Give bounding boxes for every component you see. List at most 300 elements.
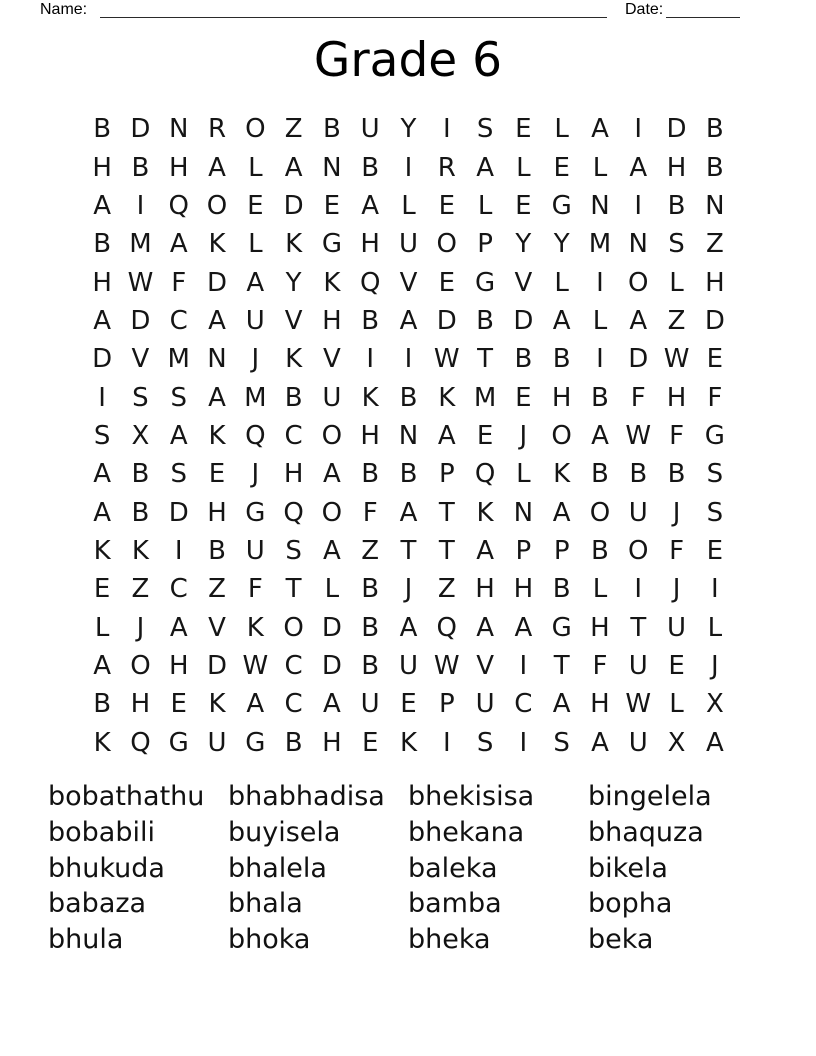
word-list-item: baleka — [408, 852, 498, 884]
grid-cell: B — [552, 344, 571, 375]
grid-cell: G — [551, 190, 572, 221]
grid-cell: O — [130, 651, 151, 682]
grid-cell: E — [476, 420, 494, 451]
grid-cell: I — [711, 574, 719, 605]
grid-cell: A — [246, 689, 265, 720]
grid-cell: M — [167, 344, 190, 375]
grid-cell: K — [476, 497, 494, 528]
grid-cell: U — [360, 689, 380, 720]
grid-cell: D — [207, 651, 228, 682]
grid-cell: H — [475, 574, 495, 605]
grid-cell: G — [245, 727, 266, 758]
grid-cell: U — [475, 689, 495, 720]
grid-cell: M — [129, 229, 152, 260]
grid-cell: L — [554, 114, 569, 145]
grid-cell: B — [208, 536, 226, 567]
word-list-item: bhekisisa — [408, 781, 535, 812]
grid-cell: K — [553, 459, 571, 490]
word-list-item: bhekana — [408, 816, 525, 848]
grid-cell: U — [322, 382, 342, 413]
grid-cell: R — [437, 152, 456, 183]
grid-cell: U — [398, 229, 418, 260]
grid-cell: J — [404, 574, 413, 605]
grid-cell: I — [404, 152, 413, 183]
grid-cell: J — [519, 420, 528, 451]
grid-cell: M — [473, 382, 497, 413]
grid-cell: M — [244, 382, 267, 413]
grid-cell: F — [171, 267, 187, 298]
grid-cell: U — [398, 651, 418, 682]
grid-cell: E — [361, 727, 379, 758]
grid-cell: K — [131, 536, 149, 567]
grid-cell: P — [477, 229, 493, 260]
grid-cell: E — [208, 459, 226, 490]
grid-cell: L — [554, 267, 569, 298]
grid-cell: S — [170, 459, 187, 490]
grid-cell: A — [361, 190, 380, 221]
grid-cell: U — [667, 612, 687, 643]
grid-cell: I — [634, 574, 643, 605]
grid-cell: A — [93, 305, 112, 336]
grid-cell: L — [592, 152, 608, 183]
grid-cell: I — [98, 382, 106, 413]
grid-cell: H — [666, 382, 687, 413]
grid-cell: E — [553, 152, 570, 183]
grid-cell: D — [321, 651, 342, 682]
grid-cell: Q — [474, 459, 496, 490]
grid-cell: S — [93, 420, 111, 451]
grid-cell: Q — [436, 612, 458, 643]
grid-cell: N — [207, 344, 227, 375]
grid-cell: B — [322, 114, 341, 145]
grid-cell: B — [629, 459, 648, 490]
word-list-item: babaza — [48, 888, 147, 920]
grid-cell: K — [285, 229, 303, 260]
grid-cell: Y — [515, 229, 532, 260]
grid-cell: B — [361, 574, 380, 605]
grid-cell: U — [207, 727, 227, 758]
grid-cell: X — [667, 727, 686, 758]
grid-cell: E — [438, 267, 455, 298]
grid-cell: S — [285, 536, 302, 567]
grid-cell: F — [707, 382, 723, 413]
grid-cell: X — [705, 689, 724, 720]
word-list-item: bhala — [228, 888, 303, 920]
grid-cell: A — [399, 612, 418, 643]
grid-cell: C — [514, 689, 533, 720]
grid-cell: E — [438, 190, 455, 221]
grid-cell: G — [704, 420, 725, 451]
word-list-column — [408, 779, 588, 958]
grid-cell: C — [169, 574, 188, 605]
grid-cell: H — [360, 229, 380, 260]
grid-cell: S — [668, 229, 685, 260]
grid-cell: S — [706, 459, 724, 490]
grid-cell: A — [552, 497, 571, 528]
grid-cell: I — [136, 190, 145, 221]
grid-cell: B — [705, 114, 724, 145]
word-list-item: bhula — [48, 924, 124, 956]
name-blank-line[interactable] — [100, 1, 607, 18]
grid-cell: A — [93, 497, 112, 528]
grid-cell: B — [361, 612, 380, 643]
grid-cell: U — [628, 497, 648, 528]
grid-cell: B — [361, 459, 380, 490]
grid-cell: S — [553, 727, 570, 758]
grid-cell: A — [246, 267, 265, 298]
grid-cell: A — [552, 689, 571, 720]
grid-cell: A — [208, 152, 226, 183]
grid-cell: P — [553, 536, 570, 567]
grid-cell: B — [361, 152, 380, 183]
grid-cell: L — [707, 612, 723, 643]
grid-cell: E — [515, 382, 532, 413]
grid-cell: Z — [131, 574, 150, 605]
grid-cell: Q — [130, 727, 151, 758]
grid-cell: B — [131, 152, 150, 183]
grid-cell: L — [592, 574, 608, 605]
word-list-item: bamba — [408, 888, 502, 920]
grid-cell: W — [625, 420, 652, 451]
grid-cell: B — [361, 651, 380, 682]
grid-cell: H — [168, 152, 189, 183]
grid-cell: A — [93, 459, 112, 490]
grid-cell: F — [247, 574, 263, 605]
page-title: Grade 6 — [313, 33, 503, 88]
grid-cell: J — [672, 574, 681, 605]
grid-cell: H — [130, 689, 151, 720]
grid-cell: F — [362, 497, 378, 528]
grid-cell: B — [476, 305, 494, 336]
grid-cell: U — [628, 651, 648, 682]
grid-cell: Z — [705, 229, 724, 260]
grid-cell: H — [168, 651, 189, 682]
grid-cell: N — [628, 229, 648, 260]
grid-cell: I — [519, 651, 528, 682]
grid-cell: T — [438, 536, 455, 567]
grid-cell: E — [247, 190, 264, 221]
grid-cell: H — [207, 497, 227, 528]
grid-cell: J — [136, 612, 145, 643]
grid-cell: E — [706, 536, 724, 567]
grid-cell: N — [322, 152, 342, 183]
grid-cell: H — [513, 574, 534, 605]
grid-cell: W — [625, 689, 652, 720]
grid-cell: H — [705, 267, 725, 298]
word-list-item: bobathathu — [48, 781, 205, 812]
grid-cell: L — [248, 229, 263, 260]
grid-cell: W — [433, 344, 460, 375]
grid-cell: D — [436, 305, 457, 336]
grid-cell: J — [711, 651, 719, 682]
grid-cell: V — [323, 344, 341, 375]
grid-cell: B — [705, 152, 724, 183]
grid-cell: L — [516, 152, 531, 183]
grid-cell: V — [208, 612, 226, 643]
name-label: Name: — [40, 1, 88, 18]
grid-cell: Z — [361, 536, 380, 567]
grid-cell: L — [592, 305, 608, 336]
grid-cell: S — [706, 497, 724, 528]
grid-cell: K — [399, 727, 418, 758]
grid-cell: I — [366, 344, 375, 375]
grid-cell: K — [93, 536, 111, 567]
word-list-item: bikela — [588, 852, 668, 884]
grid-cell: M — [588, 229, 612, 260]
word-list-column — [48, 779, 228, 958]
grid-cell: C — [284, 689, 303, 720]
grid-cell: L — [324, 574, 340, 605]
grid-cell: Y — [400, 114, 417, 145]
grid-cell: D — [92, 344, 113, 375]
grid-cell: O — [551, 420, 572, 451]
grid-cell: B — [361, 305, 380, 336]
grid-cell: R — [207, 114, 227, 145]
grid-cell: G — [321, 229, 342, 260]
grid-cell: S — [132, 382, 149, 413]
grid-cell: T — [438, 497, 455, 528]
grid-cell: V — [514, 267, 533, 298]
grid-cell: V — [131, 344, 150, 375]
grid-cell: L — [669, 267, 684, 298]
grid-cell: F — [592, 651, 608, 682]
word-list-item: bheka — [408, 924, 491, 956]
grid-cell: Y — [553, 229, 570, 260]
grid-cell: U — [360, 114, 380, 145]
grid-cell: E — [93, 574, 111, 605]
grid-cell: X — [131, 420, 150, 451]
grid-cell: Z — [667, 305, 686, 336]
grid-cell: A — [476, 612, 494, 643]
grid-cell: I — [442, 727, 451, 758]
grid-cell: N — [705, 190, 725, 221]
grid-cell: G — [245, 497, 266, 528]
grid-cell: H — [590, 612, 610, 643]
grid-cell: D — [130, 114, 151, 145]
grid-cell: O — [628, 267, 649, 298]
grid-cell: G — [168, 727, 189, 758]
grid-cell: U — [628, 727, 648, 758]
grid-cell: D — [321, 612, 342, 643]
grid-cell: K — [208, 420, 226, 451]
grid-cell: A — [629, 305, 648, 336]
grid-cell: K — [208, 229, 226, 260]
grid-cell: A — [552, 305, 571, 336]
grid-cell: D — [513, 305, 534, 336]
grid-cell: Q — [245, 420, 266, 451]
grid-cell: H — [92, 152, 112, 183]
word-list-item: bingelela — [588, 781, 712, 812]
grid-cell: T — [285, 574, 302, 605]
grid-cell: I — [174, 536, 183, 567]
grid-cell: A — [476, 536, 494, 567]
word-list-column — [228, 779, 408, 958]
grid-cell: U — [245, 536, 265, 567]
grid-cell: A — [208, 305, 226, 336]
grid-cell: W — [127, 267, 154, 298]
word-list-item: bhalela — [228, 852, 327, 884]
grid-cell: H — [666, 152, 687, 183]
word-list-column — [588, 779, 768, 958]
date-blank-line[interactable] — [666, 1, 740, 18]
grid-cell: Z — [284, 114, 303, 145]
grid-cell: A — [323, 689, 341, 720]
grid-cell: I — [442, 114, 451, 145]
grid-cell: E — [400, 689, 417, 720]
word-search-grid — [83, 110, 734, 762]
grid-cell: H — [590, 689, 610, 720]
grid-cell: J — [672, 497, 681, 528]
grid-cell: Z — [437, 574, 456, 605]
grid-cell: B — [131, 459, 150, 490]
grid-cell: P — [438, 689, 455, 720]
grid-cell: J — [251, 459, 260, 490]
grid-cell: G — [551, 612, 572, 643]
grid-cell: L — [94, 612, 110, 643]
worksheet-header — [0, 1, 816, 21]
grid-cell: A — [399, 305, 418, 336]
grid-cell: F — [669, 420, 685, 451]
grid-cell: B — [667, 190, 686, 221]
grid-cell: K — [323, 267, 341, 298]
grid-cell: A — [169, 420, 188, 451]
grid-cell: B — [93, 114, 112, 145]
grid-cell: F — [669, 536, 685, 567]
grid-cell: H — [551, 382, 572, 413]
grid-cell: D — [207, 267, 228, 298]
grid-cell: O — [245, 114, 266, 145]
grid-cell: E — [668, 651, 685, 682]
grid-cell: D — [283, 190, 304, 221]
grid-cell: A — [93, 651, 112, 682]
grid-cell: A — [705, 727, 724, 758]
grid-cell: L — [248, 152, 263, 183]
grid-cell: L — [477, 190, 493, 221]
grid-cell: A — [323, 459, 341, 490]
grid-cell: O — [436, 229, 458, 260]
grid-cell: S — [476, 114, 494, 145]
grid-cell: C — [284, 420, 303, 451]
grid-cell: B — [591, 536, 609, 567]
grid-cell: H — [322, 305, 342, 336]
grid-cell: W — [663, 344, 690, 375]
grid-cell: E — [170, 689, 187, 720]
grid-cell: A — [514, 612, 533, 643]
grid-cell: N — [513, 497, 534, 528]
grid-cell: P — [515, 536, 532, 567]
grid-cell: H — [92, 267, 112, 298]
word-list-item: bopha — [588, 888, 673, 920]
grid-cell: T — [630, 612, 647, 643]
grid-cell: B — [93, 689, 112, 720]
grid-cell: T — [553, 651, 570, 682]
grid-cell: Q — [168, 190, 189, 221]
grid-cell: A — [399, 497, 418, 528]
grid-cell: A — [169, 612, 188, 643]
grid-cell: C — [284, 651, 303, 682]
grid-cell: B — [591, 459, 609, 490]
grid-cell: B — [514, 344, 533, 375]
grid-cell: V — [284, 305, 303, 336]
grid-cell: B — [131, 497, 150, 528]
grid-cell: A — [284, 152, 303, 183]
grid-cell: E — [515, 114, 532, 145]
grid-cell: A — [437, 420, 456, 451]
grid-cell: U — [245, 305, 265, 336]
grid-cell: O — [283, 612, 304, 643]
grid-cell: O — [321, 420, 343, 451]
grid-cell: A — [208, 382, 226, 413]
grid-cell: H — [283, 459, 304, 490]
grid-cell: D — [704, 305, 725, 336]
grid-cell: K — [93, 727, 111, 758]
grid-cell: K — [361, 382, 379, 413]
word-list-item: buyisela — [228, 816, 341, 848]
grid-cell: A — [591, 420, 609, 451]
grid-cell: E — [323, 190, 341, 221]
grid-cell: B — [93, 229, 112, 260]
grid-cell: B — [591, 382, 609, 413]
grid-cell: B — [552, 574, 571, 605]
grid-cell: T — [477, 344, 494, 375]
grid-cell: B — [399, 382, 418, 413]
grid-cell: N — [169, 114, 189, 145]
grid-cell: P — [438, 459, 455, 490]
grid-cell: V — [476, 651, 494, 682]
grid-cell: B — [667, 459, 686, 490]
grid-cell: A — [93, 190, 112, 221]
grid-cell: I — [596, 344, 604, 375]
grid-cell: B — [284, 382, 303, 413]
grid-cell: T — [400, 536, 417, 567]
grid-cell: N — [590, 190, 610, 221]
word-list-item: beka — [588, 924, 654, 956]
grid-cell: S — [476, 727, 494, 758]
grid-cell: I — [519, 727, 528, 758]
grid-cell: O — [321, 497, 343, 528]
word-list-item: bhukuda — [48, 852, 165, 884]
grid-cell: I — [596, 267, 604, 298]
grid-cell: L — [401, 190, 416, 221]
grid-cell: K — [246, 612, 264, 643]
grid-cell: G — [475, 267, 496, 298]
grid-cell: I — [634, 190, 643, 221]
word-list-item: bobabili — [48, 816, 155, 848]
grid-cell: L — [669, 689, 684, 720]
grid-cell: Z — [208, 574, 226, 605]
grid-cell: E — [706, 344, 724, 375]
grid-cell: F — [630, 382, 646, 413]
grid-cell: N — [398, 420, 419, 451]
date-label: Date: — [625, 1, 664, 18]
grid-cell: H — [360, 420, 380, 451]
grid-cell: W — [433, 651, 460, 682]
grid-cell: A — [591, 727, 609, 758]
grid-cell: A — [476, 152, 494, 183]
grid-cell: K — [208, 689, 226, 720]
grid-cell: A — [591, 114, 609, 145]
grid-cell: A — [323, 536, 341, 567]
grid-cell: I — [404, 344, 413, 375]
word-list — [48, 779, 768, 958]
grid-cell: J — [251, 344, 260, 375]
grid-cell: A — [629, 152, 648, 183]
grid-cell: E — [515, 190, 532, 221]
grid-cell: S — [170, 382, 187, 413]
grid-cell: L — [516, 459, 531, 490]
grid-cell: V — [399, 267, 418, 298]
grid-cell: D — [666, 114, 687, 145]
